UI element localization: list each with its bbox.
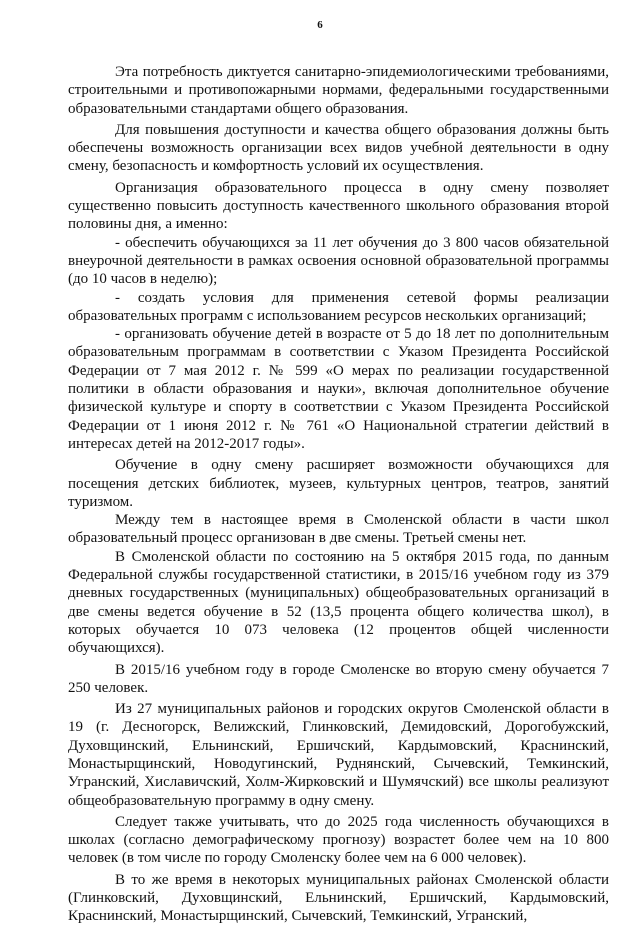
paragraph-accessibility: Для повышения доступности и качества общего образования должны быть обеспечены возможность организации всех видов учебной деятельности в одну смену, безопасность и комфортность условий их осуществления. [68,121,609,175]
paragraph-statistics-2015: В Смоленской области по состоянию на 5 октября 2015 года, по данным Федеральной службы государственной статистики, в 2015/16 учебном году из 379 дневных государственных (муниципальных) общеобразовательных организаций в две смены ведется обучение в 52 (13,5 процента общего количества школ), в которых обучается 10 073 человека (12 процентов общей численности обучающихся). [68,548,609,657]
paragraph-two-shifts: Между тем в настоящее время в Смоленской области в части школ образовательный процесс организован в две смены. Третьей смены нет. [68,512,609,547]
document-body [68,63,609,926]
paragraph-districts-single-shift: Из 27 муниципальных районов и городских округов Смоленской области в 19 (г. Десногорск, Велижский, Глинковский, Демидовский, Дорогобужский, Духовщинский, Ельнинский, Ершичский, Кардымовский, Краснинский, Монастырщинский, Новодугинский, Руднянский, Сычевский, Темкинский, Угранский, Хиславичский, Холм-Жирковский и Шумячский) все школы реализуют общеобразовательную программу в одну смену. [68,701,609,809]
paragraph-sanitary-requirements: Эта потребность диктуется санитарно-эпидемиологическими требованиями, строительными и противопожарными нормами, федеральными государственными образовательными стандартами общего образования. [68,64,609,117]
list-item-additional-education: - организовать обучение детей в возрасте от 5 до 18 лет по дополнительным образовательным программам в соответствии с Указом Президента Российской Федерации от 7 мая 2012 г. № 599 «О мерах по реализации государственной политики в области образования и науки», включая дополнительное обучение физической культуре и спорту в соответствии с Указом Президента Российской Федерации от 1 июня 2012 г. № 761 «О Национальной стратегии действий в интересах детей на 2012-2017 годы». [68,326,609,452]
list-item-network-form: - создать условия для применения сетевой формы реализации образовательных программ с использованием ресурсов нескольких организаций; [68,289,609,324]
page-number: 6 [317,19,323,31]
paragraph-forecast-2025: Следует также учитывать, что до 2025 года численность обучающихся в школах (согласно демографическому прогнозу) возрастет более чем на 10 800 человек (в том числе по городу Смоленску более чем на 6 000 человек). [68,813,609,867]
list-item-extracurricular-hours: - обеспечить обучающихся за 11 лет обучения до 3 800 часов обязательной внеурочной деятельности в рамках освоения основной образовательной программы (до 10 часов в неделю); [68,234,609,288]
paragraph-districts-continued: В то же время в некоторых муниципальных районах Смоленской области (Глинковский, Духовщинский, Ельнинский, Ершичский, Кардымовский, Краснинский, Монастырщинский, Сычевский, Темкинский, Угранский, [68,871,609,925]
paragraph-smolensk-second-shift: В 2015/16 учебном году в городе Смоленске во вторую смену обучается 7 250 человек. [68,661,609,696]
paragraph-single-shift-benefits: Обучение в одну смену расширяет возможности обучающихся для посещения детских библиотек, музеев, культурных центров, театров, занятий туризмом. [68,457,609,510]
paragraph-single-shift-organization: Организация образовательного процесса в одну смену позволяет существенно повысить доступность качественного школьного образования второй половины дня, а именно: [68,179,609,233]
